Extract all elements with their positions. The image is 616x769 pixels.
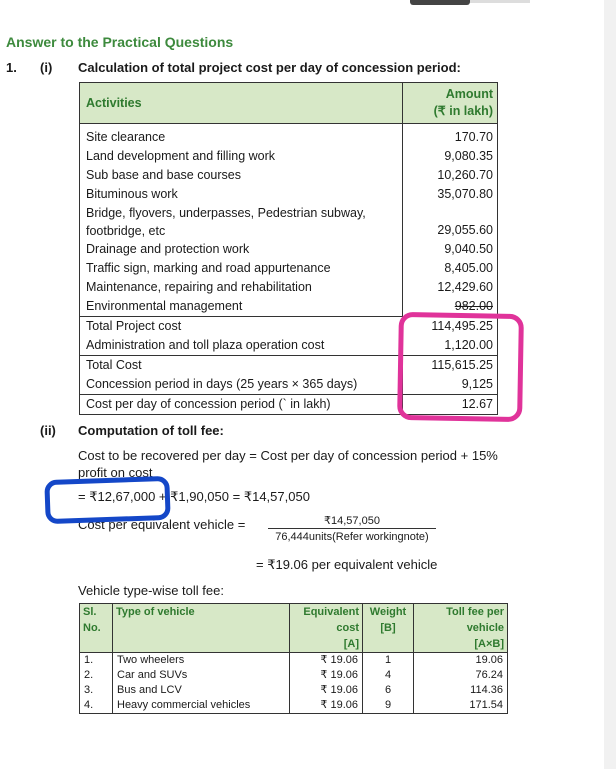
cost-recovered-text: Cost to be recovered per day = Cost per day of concession period + 15% profit on cost [78,448,498,480]
concession-days-value: 9,125 [403,375,498,395]
equivalent-vehicle-result: = ₹19.06 per equivalent vehicle [256,557,438,572]
total-cost-value: 115,615.25 [403,356,498,376]
page-edge [604,0,616,769]
col-eq-line3: [A] [343,638,359,650]
activity-amount: 982.00 [403,297,498,317]
table-row [80,204,498,240]
fraction-denominator: 76,444units(Refer workingnote) [275,531,429,543]
sl-no: 3. [80,683,113,698]
vehicle-toll-table [79,603,508,714]
top-tab [410,0,470,5]
col-wt-line1: Weight [369,606,407,618]
activity-label: Environmental management [80,297,403,317]
table-row [80,166,498,185]
col-fee-line2: vehicle [466,622,504,634]
col-fee-line3: [A×B] [474,638,504,650]
col-vehicle-type: Type of vehicle [113,604,290,653]
col-weight [363,604,414,653]
activity-amount: 10,260.70 [403,166,498,185]
table-row [80,683,508,698]
toll-fee-title: Computation of toll fee: [78,423,224,438]
equivalent-cost: ₹ 19.06 [290,653,363,669]
toll-fee: 114.36 [414,683,508,698]
sl-no: 2. [80,668,113,683]
activity-amount: 9,040.50 [403,240,498,259]
total-project-cost-value: 114,495.25 [403,317,498,337]
vehicle-type: Two wheelers [113,653,290,669]
weight: 9 [363,698,414,714]
concession-days-label: Concession period in days (25 years × 365 days) [80,375,403,395]
equivalent-vehicle-label: Cost per equivalent vehicle = [78,517,246,532]
sl-no: 1. [80,653,113,669]
activity-amount: 9,080.35 [403,147,498,166]
col-toll-fee [414,604,508,653]
activity-amount: 35,070.80 [403,185,498,204]
top-tab-secondary [470,0,530,3]
equivalent-fraction [268,514,436,543]
pink-highlight-annotation [397,312,524,422]
cost-recovered-calc: = ₹12,67,000 + ₹1,90,050 = ₹14,57,050 [78,489,310,504]
col-amount-unit: (₹ in lakh) [433,104,493,118]
table-row [80,668,508,683]
col-eq-line1: Equivalent [303,606,359,618]
col-activities: Activities [80,83,403,124]
col-equivalent-cost [290,604,363,653]
cost-per-day-value: 12.67 [403,395,498,415]
col-sl-no [80,604,113,653]
activity-amount: 8,405.00 [403,259,498,278]
cost-per-day-label: Cost per day of concession period (` in lakh) [80,395,403,415]
question-number: 1. [6,60,17,75]
table-row [80,185,498,204]
activity-label: Traffic sign, marking and road appurtenance [80,259,403,278]
col-eq-line2: cost [336,622,359,634]
sl-no: 4. [80,698,113,714]
toll-fee: 171.54 [414,698,508,714]
table-row [80,698,508,714]
table-row [80,147,498,166]
weight: 1 [363,653,414,669]
activity-label: Bituminous work [80,185,403,204]
table-row [80,240,498,259]
activity-label: Bridge, flyovers, underpasses, Pedestrian subway, footbridge, etc [80,204,403,240]
col-amount [403,83,498,124]
col-sl-line1: Sl. [83,606,97,618]
col-wt-line2: [B] [380,622,396,634]
question-part-i: (i) [40,60,53,75]
admin-cost-value: 1,120.00 [403,336,498,356]
equivalent-cost: ₹ 19.06 [290,698,363,714]
question-title: Calculation of total project cost per day of concession period: [78,60,461,75]
activity-label: Land development and filling work [80,147,403,166]
col-fee-line1: Toll fee per [446,606,504,618]
section-heading: Answer to the Practical Questions [6,34,234,50]
activity-amount: 170.70 [403,124,498,148]
activity-amount: 12,429.60 [403,278,498,297]
equivalent-cost: ₹ 19.06 [290,668,363,683]
blue-highlight-annotation [44,476,170,524]
vehicle-type: Bus and LCV [113,683,290,698]
activity-label: Sub base and base courses [80,166,403,185]
equivalent-cost: ₹ 19.06 [290,683,363,698]
total-project-cost-label: Total Project cost [80,317,403,337]
table-row [80,124,498,148]
admin-cost-label: Administration and toll plaza operation cost [80,336,403,356]
vehicle-type: Car and SUVs [113,668,290,683]
col-amount-label: Amount [445,87,493,101]
activity-label: Maintenance, repairing and rehabilitation [80,278,403,297]
vehicle-type: Heavy commercial vehicles [113,698,290,714]
activity-label: Drainage and protection work [80,240,403,259]
total-cost-label: Total Cost [80,356,403,376]
table-row [80,259,498,278]
toll-fee: 19.06 [414,653,508,669]
activity-amount: 29,055.60 [403,204,498,240]
table-row [80,653,508,669]
vehicle-toll-label: Vehicle type-wise toll fee: [78,583,224,598]
col-sl-line2: No. [83,622,101,634]
toll-fee: 76.24 [414,668,508,683]
activity-label: Site clearance [80,124,403,148]
weight: 6 [363,683,414,698]
question-part-ii: (ii) [40,423,56,438]
weight: 4 [363,668,414,683]
table-row [80,278,498,297]
fraction-numerator: ₹14,57,050 [268,514,436,529]
